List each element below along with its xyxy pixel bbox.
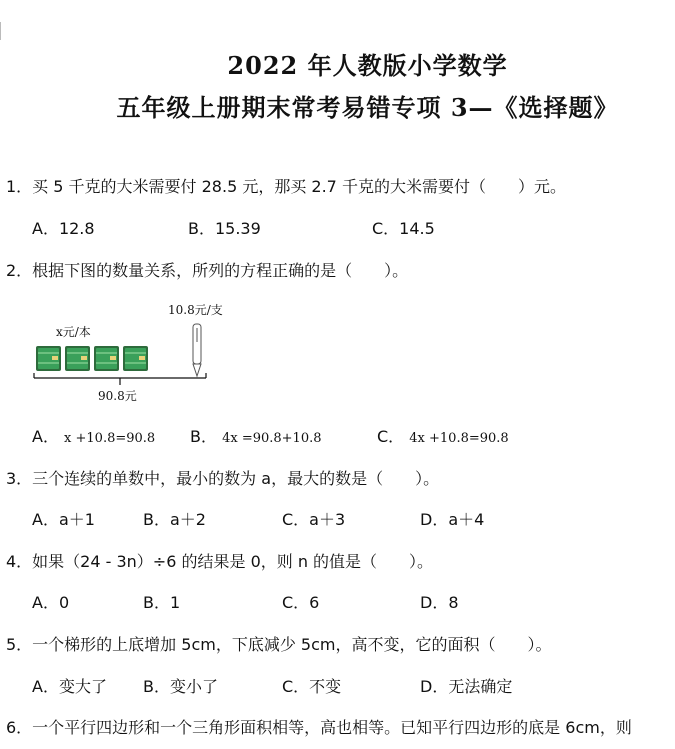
question-2-option-a-letter: A． bbox=[32, 427, 59, 446]
pen-icon bbox=[193, 324, 201, 376]
question-4-option-d: D．8 bbox=[420, 593, 459, 612]
question-3-option-b: B．a＋2 bbox=[143, 510, 206, 529]
question-4-option-a: A．0 bbox=[32, 593, 70, 612]
book-icon-4 bbox=[123, 346, 148, 371]
page-corner-mark bbox=[0, 22, 5, 40]
question-2-option-c-letter: C． bbox=[377, 427, 405, 446]
question-5-option-b: B．变小了 bbox=[143, 677, 218, 696]
question-4-stem: 4．如果（24 - 3n）÷6 的结果是 0，则 n 的值是（ ）。 bbox=[6, 552, 434, 571]
question-4-option-c: C．6 bbox=[282, 593, 320, 612]
question-3-stem: 3．三个连续的单数中，最小的数为 a，最大的数是（ ）。 bbox=[6, 469, 440, 488]
question-3-option-a: A．a＋1 bbox=[32, 510, 95, 529]
question-3-option-d: D．a＋4 bbox=[420, 510, 485, 529]
question-2-option-b bbox=[190, 427, 322, 449]
book-icon-1 bbox=[36, 346, 61, 371]
question-1-option-b: B．15.39 bbox=[188, 219, 261, 238]
question-5-option-c: C．不变 bbox=[282, 677, 342, 696]
question-2-option-b-formula: 4x =90.8+10.8 bbox=[222, 431, 322, 446]
question-4-option-b: B．1 bbox=[143, 593, 181, 612]
question-1-option-a: A．12.8 bbox=[32, 219, 95, 238]
question-1-stem: 1．买 5 千克的大米需要付 28.5 元，那买 2.7 千克的大米需要付（ ）元。 bbox=[6, 177, 566, 196]
question-6-stem: 6．一个平行四边形和一个三角形面积相等，高也相等。已知平行四边形的底是 6cm，则 bbox=[6, 718, 632, 737]
question-5-option-a: A．变大了 bbox=[32, 677, 107, 696]
pen-price-label: 10.8元/支 bbox=[168, 303, 223, 317]
document-subtitle: 五年级上册期末常考易错专项 3—《选择题》 bbox=[116, 93, 619, 122]
question-2-option-c bbox=[377, 427, 509, 449]
quantity-diagram bbox=[28, 296, 248, 408]
question-2-option-a bbox=[32, 427, 155, 449]
question-2-stem: 2．根据下图的数量关系，所列的方程正确的是（ ）。 bbox=[6, 261, 409, 280]
document-title: 2022 年人教版小学数学 bbox=[227, 51, 508, 80]
question-2-option-b-letter: B． bbox=[190, 427, 217, 446]
book-price-label: x元/本 bbox=[56, 325, 91, 339]
question-3-option-c: C．a＋3 bbox=[282, 510, 346, 529]
book-icon-3 bbox=[94, 346, 119, 371]
question-5-option-d: D．无法确定 bbox=[420, 677, 513, 696]
question-2-option-c-formula: 4x +10.8=90.8 bbox=[409, 431, 509, 446]
total-label: 90.8元 bbox=[98, 389, 137, 403]
total-bracket bbox=[34, 373, 206, 385]
question-1-option-c: C．14.5 bbox=[372, 219, 435, 238]
question-5-stem: 5．一个梯形的上底增加 5cm，下底减少 5cm，高不变，它的面积（ ）。 bbox=[6, 635, 552, 654]
question-2-option-a-formula: x +10.8=90.8 bbox=[64, 431, 156, 446]
book-icon-2 bbox=[65, 346, 90, 371]
